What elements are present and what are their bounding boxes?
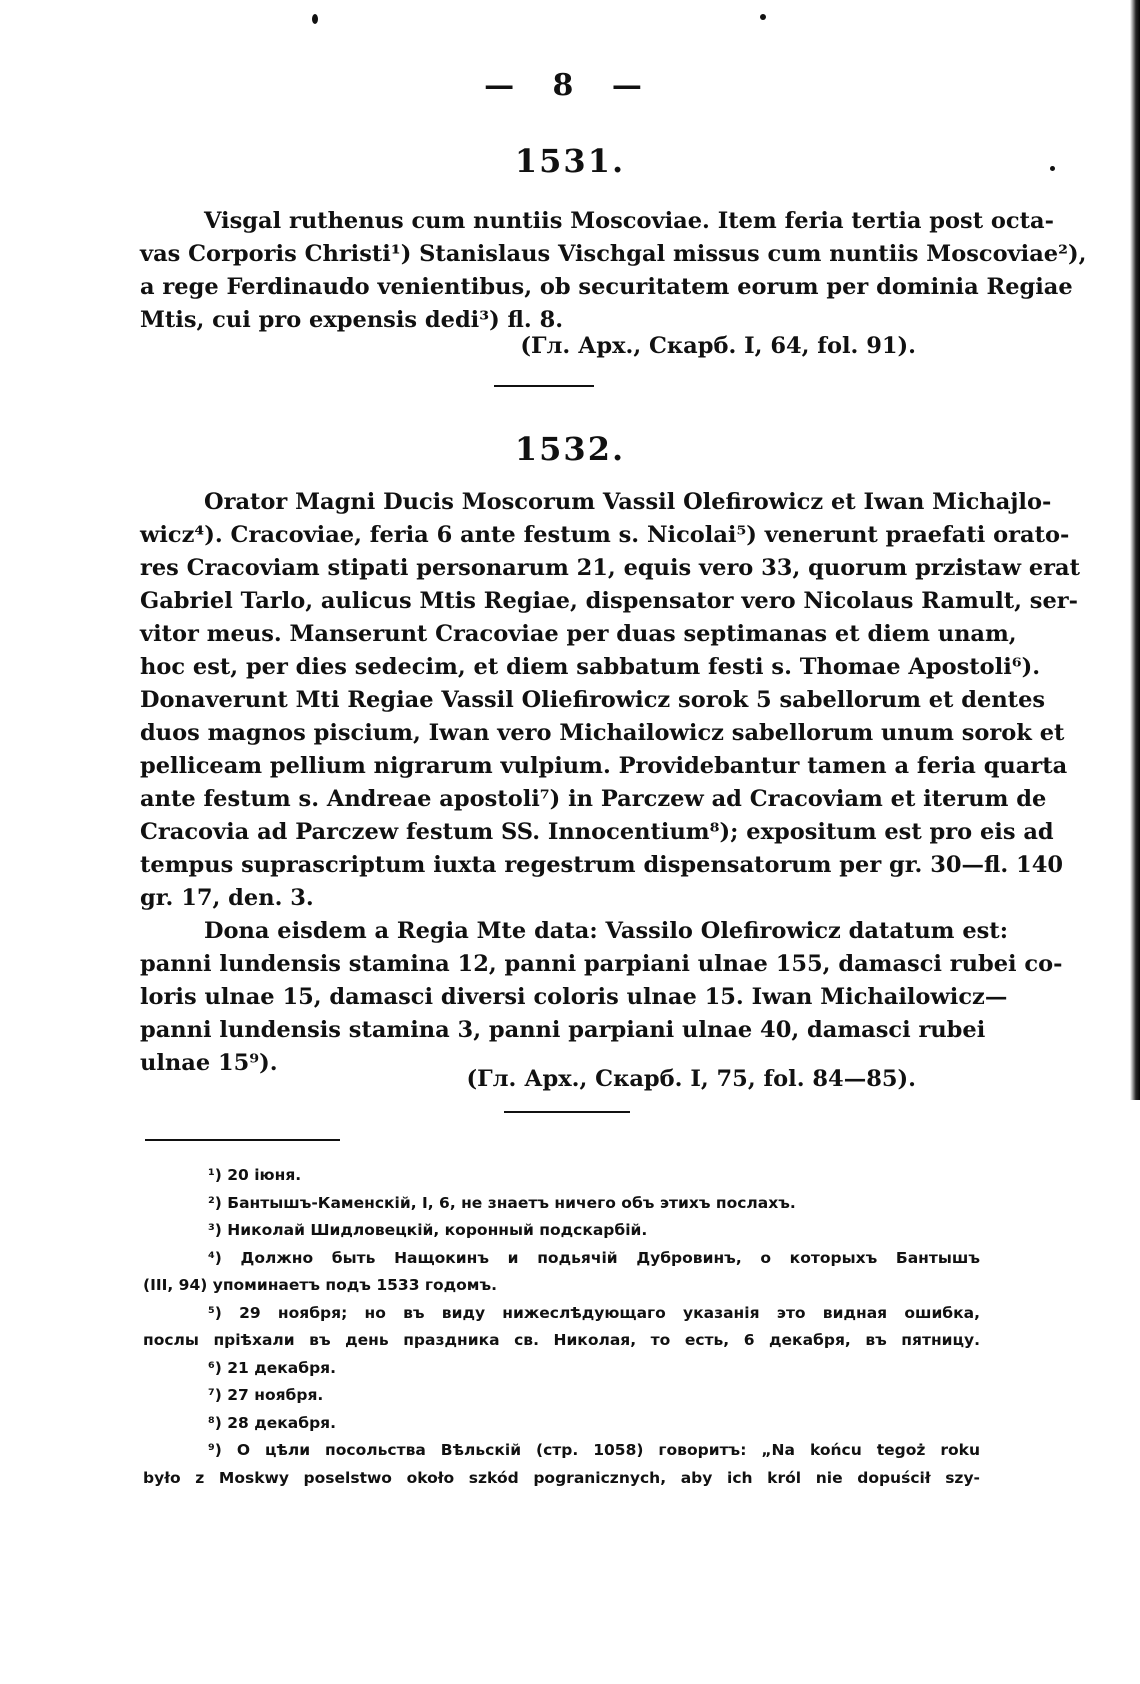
- footnote-line: ⁸) 28 декабря.: [208, 1413, 337, 1432]
- text-line: panni lundensis stamina 12, panni parpiani ulnae 155, damasci rubei co-: [140, 951, 1063, 977]
- text-line: res Cracoviam stipati personarum 21, equis vero 33, quorum przistaw erat: [140, 555, 1080, 581]
- text-line: loris ulnae 15, damasci diversi coloris ulnae 15. Iwan Michailowicz—: [140, 984, 1008, 1010]
- text-line: Visgal ruthenus cum nuntiis Moscoviae. Item feria tertia post octa-: [204, 208, 1054, 234]
- footnote-separator: [145, 1139, 340, 1141]
- text-line: Orator Magni Ducis Moscorum Vassil Olefirowicz et Iwan Michajlo-: [204, 489, 1052, 515]
- text-line: Donaverunt Mti Regiae Vassil Oliefirowicz sorok 5 sabellorum et dentes: [140, 687, 1046, 713]
- text-line: panni lundensis stamina 3, panni parpiani ulnae 40, damasci rubei: [140, 1017, 986, 1043]
- text-line: gr. 17, den. 3.: [140, 885, 314, 911]
- section-divider: [494, 385, 594, 387]
- text-line: a rege Ferdinaudo venientibus, ob securitatem eorum per dominia Regiae: [140, 274, 1073, 300]
- speck: [312, 14, 318, 24]
- text-line: ante festum s. Andreae apostoli⁷) in Parczew ad Cracoviam et iterum de: [140, 786, 1047, 812]
- entry-1531-text: [140, 205, 1087, 337]
- text-line: vas Corporis Christi¹) Stanislaus Vischgal missus cum nuntiis Moscoviae²),: [140, 241, 1087, 267]
- entry-1532-text: [140, 486, 1080, 1080]
- footnote-line: ³) Николай Шидловецкій, коронный подскарбій.: [208, 1221, 648, 1239]
- text-line: duos magnos piscium, Iwan vero Michailowicz sabellorum unum sorok et: [140, 720, 1065, 746]
- text-line: vitor meus. Manserunt Cracoviae per duas septimanas et diem unam,: [140, 621, 1017, 647]
- footnote-line: (III, 94) упоминаетъ подъ 1533 годомъ.: [143, 1276, 497, 1294]
- footnote-line: ⁶) 21 декабря.: [208, 1358, 337, 1377]
- text-line: pelliceam pellium nigrarum vulpium. Providebantur tamen a feria quarta: [140, 753, 1068, 779]
- text-line: Cracovia ad Parczew festum SS. Innocentium⁸); expositum est pro eis ad: [140, 819, 1054, 845]
- speck: [760, 14, 766, 20]
- footnote-line: ⁹) О цѣли посольства Вѣльскій (стр. 1058) говоритъ: „Na końcu tegoż roku: [208, 1441, 980, 1459]
- footnotes: [143, 1162, 980, 1492]
- text-line: Gabriel Tarlo, aulicus Mtis Regiae, dispensator vero Nicolaus Ramult, ser-: [140, 588, 1078, 614]
- footnote-line: ⁷) 27 ноября.: [208, 1386, 324, 1404]
- footnote-line: ⁵) 29 ноября; но въ виду нижеслѣдующаго указанія это видная ошибка,: [208, 1303, 980, 1322]
- year-heading-1531: 1531.: [514, 142, 626, 180]
- text-line: wicz⁴). Cracoviae, feria 6 ante festum s. Nicolai⁵) venerunt praefati orato-: [140, 522, 1070, 548]
- footnote-line: ²) Бантышъ-Каменскій, I, 6, не знаетъ ничего объ этихъ послахъ.: [208, 1193, 796, 1212]
- text-line: Dona eisdem a Regia Mte data: Vassilo Olefirowicz datatum est:: [204, 918, 1009, 944]
- footnote-line: ⁴) Должно быть Нащокинъ и подьячій Дубровинъ, о которыхъ Бантышъ: [208, 1248, 980, 1267]
- text-line: tempus suprascriptum iuxta regestrum dispensatorum per gr. 30—fl. 140: [140, 852, 1064, 878]
- footnote-line: było z Moskwy poselstwo około szkód pogranicznych, aby ich król nie dopuścił szy-: [143, 1468, 980, 1487]
- section-divider: [504, 1111, 630, 1113]
- page-number: — 8 —: [484, 68, 656, 103]
- citation-1531: (Гл. Арх., Скарб. I, 64, fol. 91).: [520, 333, 916, 359]
- text-line: ulnae 15⁹).: [140, 1050, 278, 1076]
- footnote-line: послы пріѣхали въ день праздника св. Николая, то есть, 6 декабря, въ пятницу.: [143, 1331, 980, 1349]
- citation-1532: (Гл. Арх., Скарб. I, 75, fol. 84—85).: [466, 1066, 916, 1092]
- text-line: hoc est, per dies sedecim, et diem sabbatum festi s. Thomae Apostoli⁶).: [140, 654, 1041, 680]
- year-heading-1532: 1532.: [514, 430, 626, 468]
- text-line: Mtis, cui pro expensis dedi³) fl. 8.: [140, 307, 564, 333]
- footnote-line: ¹) 20 іюня.: [208, 1166, 302, 1184]
